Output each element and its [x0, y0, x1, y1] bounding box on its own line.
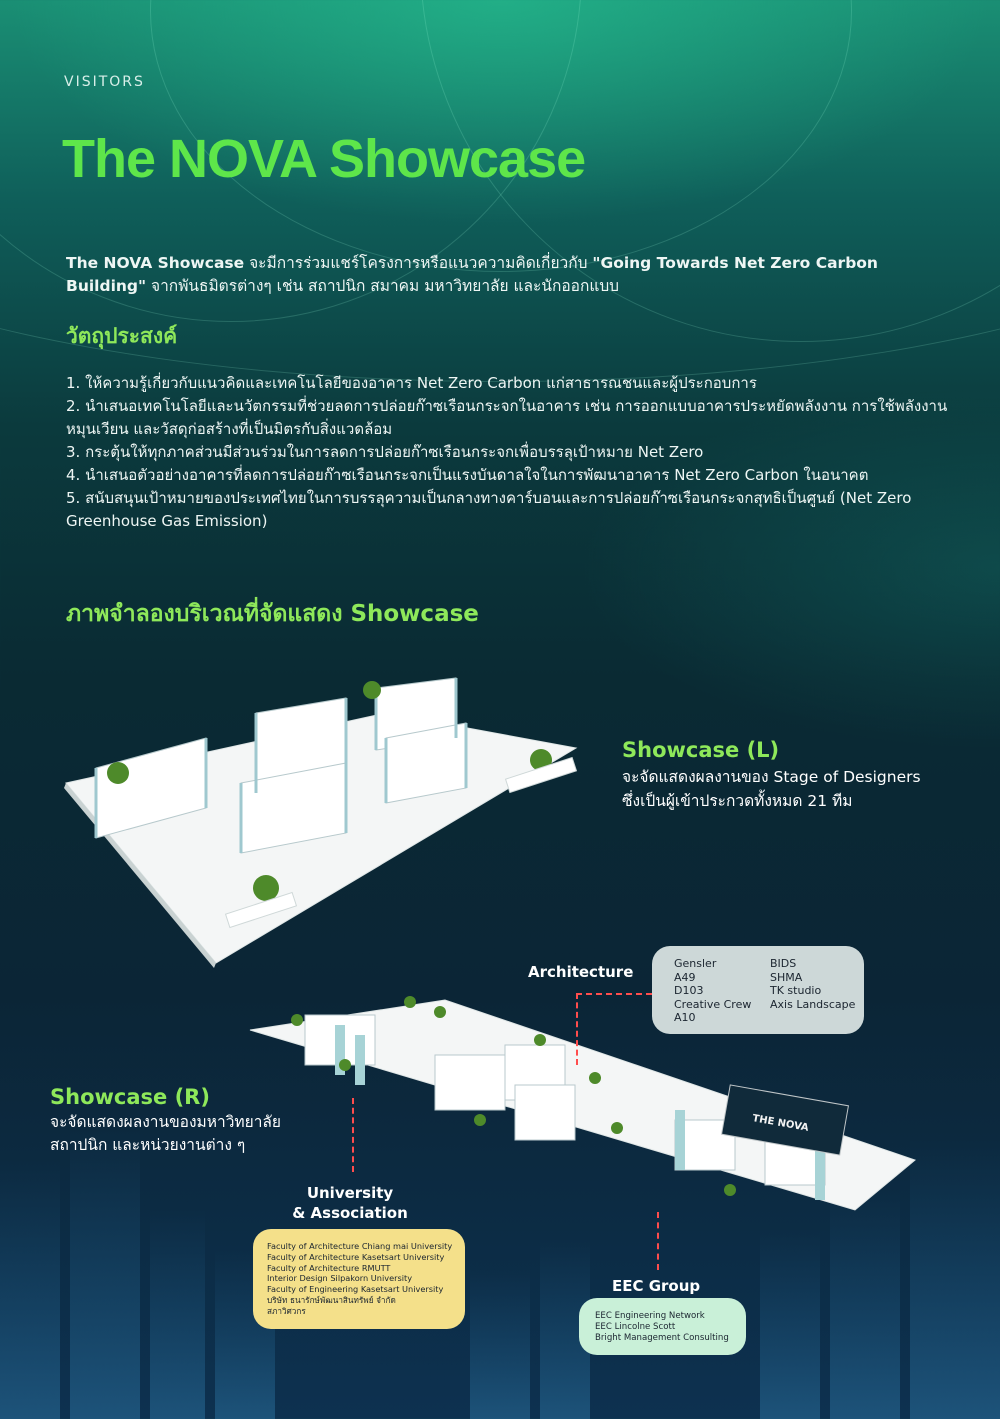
objectives-list [66, 372, 956, 533]
objective-item: 2. นำเสนอเทคโนโลยีและนวัตกรรมที่ช่วยลดการปล่อยก๊าซเรือนกระจกในอาคาร เช่น การออกแบบอาคารประหยัดพลังงาน การใช้พลังงานหมุนเวียน และวัสดุก่อสร้างที่เป็นมิตรกับสิ่งแวดล้อม [66, 397, 948, 438]
architecture-col-1 [674, 957, 751, 1025]
university-label [280, 1183, 420, 1223]
showcase-l-desc-1: จะจัดแสดงผลงานของ Stage of Designers [622, 768, 921, 786]
showcase-r-title: Showcase (R) [50, 1085, 210, 1109]
intro-text-2: จากพันธมิตรต่างๆ เช่น สถาปนิก สมาคม มหาวิทยาลัย และนักออกแบบ [146, 277, 620, 295]
architecture-col-2 [770, 957, 855, 1011]
university-box [253, 1229, 465, 1329]
intro-paragraph [66, 252, 936, 298]
intro-lead: The NOVA Showcase [66, 254, 245, 272]
architecture-item: Creative Crew [674, 997, 752, 1011]
objective-item: 1. ให้ความรู้เกี่ยวกับแนวคิดและเทคโนโลยีของอาคาร Net Zero Carbon แก่สาธารณชนและผู้ประกอบการ [66, 374, 757, 392]
showcase-l-title: Showcase (L) [622, 738, 780, 762]
objective-item: 3. กระตุ้นให้ทุกภาคส่วนมีส่วนร่วมในการลดการปล่อยก๊าซเรือนกระจกเพื่อบรรลุเป้าหมาย Net Zero [66, 443, 704, 461]
nova-screen-text: THE NOVA [751, 1113, 810, 1134]
intro-quote: "Going Towards Net Zero Carbon Building" [66, 254, 878, 295]
eec-list [595, 1311, 729, 1343]
objective-item: 4. นำเสนอตัวอย่างอาคารที่ลดการปล่อยก๊าซเรือนกระจกเป็นแรงบันดาลใจในการพัฒนาอาคาร Net Zero Carbon ในอนาคต [66, 466, 869, 484]
objectives-heading: วัตถุประสงค์ [66, 324, 178, 348]
architecture-item: Axis Landscape [770, 997, 856, 1011]
page-title: The NOVA Showcase [62, 129, 586, 189]
eyebrow-visitors: VISITORS [64, 74, 145, 90]
architecture-item: Gensler [674, 957, 717, 970]
university-item: Faculty of Architecture Kasetsart University [267, 1251, 445, 1262]
showcase-r-desc-2: สถาปนิก และหน่วยงานต่าง ๆ [50, 1136, 246, 1154]
eec-item: EEC Engineering Network [595, 1311, 705, 1321]
university-item: Interior Design Silpakorn University [267, 1273, 413, 1284]
architecture-connector-h [576, 993, 652, 995]
architecture-item: D103 [674, 984, 704, 997]
university-item: Faculty of Architecture RMUTT [267, 1262, 391, 1273]
university-item: บริษัท ธนารักษ์พัฒนาสินทรัพย์ จำกัด [267, 1294, 396, 1305]
eec-item: EEC Lincolne Scott [595, 1321, 676, 1332]
university-item: สภาวิศวกร [267, 1305, 306, 1316]
layout-section-heading: ภาพจำลองบริเวณที่จัดแสดง Showcase [66, 601, 479, 627]
showcase-l-desc-2: ซึ่งเป็นผู้เข้าประกวดทั้งหมด 21 ทีม [622, 792, 853, 810]
showcase-l-floor-illustration [56, 668, 596, 968]
university-list [267, 1241, 452, 1317]
eec-label: EEC Group [612, 1277, 701, 1295]
architecture-label: Architecture [528, 963, 634, 981]
architecture-item: A10 [674, 1011, 696, 1024]
architecture-box [652, 946, 864, 1034]
architecture-item: A49 [674, 970, 696, 984]
university-item: Faculty of Engineering Kasetsart University [267, 1284, 444, 1295]
eec-box [579, 1298, 746, 1355]
architecture-connector-v [576, 993, 578, 1065]
university-label-line-1: University [306, 1184, 394, 1202]
architecture-item: SHMA [770, 970, 803, 984]
university-connector [352, 1098, 354, 1172]
eec-connector [657, 1212, 659, 1270]
intro-text-1: จะมีการร่วมแชร์โครงการหรือแนวความคิดเกี่ยวกับ [244, 254, 593, 272]
objective-item: 5. สนับสนุนเป้าหมายของประเทศไทยในการบรรลุความเป็นกลางทางคาร์บอนและการปล่อยก๊าซเรือนกระจกสุทธิเป็นศูนย์ (Net Zero Greenhouse Gas Emission) [66, 489, 912, 530]
architecture-item: BIDS [770, 957, 797, 970]
architecture-item: TK studio [770, 984, 822, 997]
university-label-line-2: & Association [292, 1204, 408, 1222]
university-item: Faculty of Architecture Chiang mai University [267, 1241, 453, 1251]
showcase-r-desc-1: จะจัดแสดงผลงานของมหาวิทยาลัย [50, 1113, 281, 1131]
eec-item: Bright Management Consulting [595, 1332, 729, 1343]
